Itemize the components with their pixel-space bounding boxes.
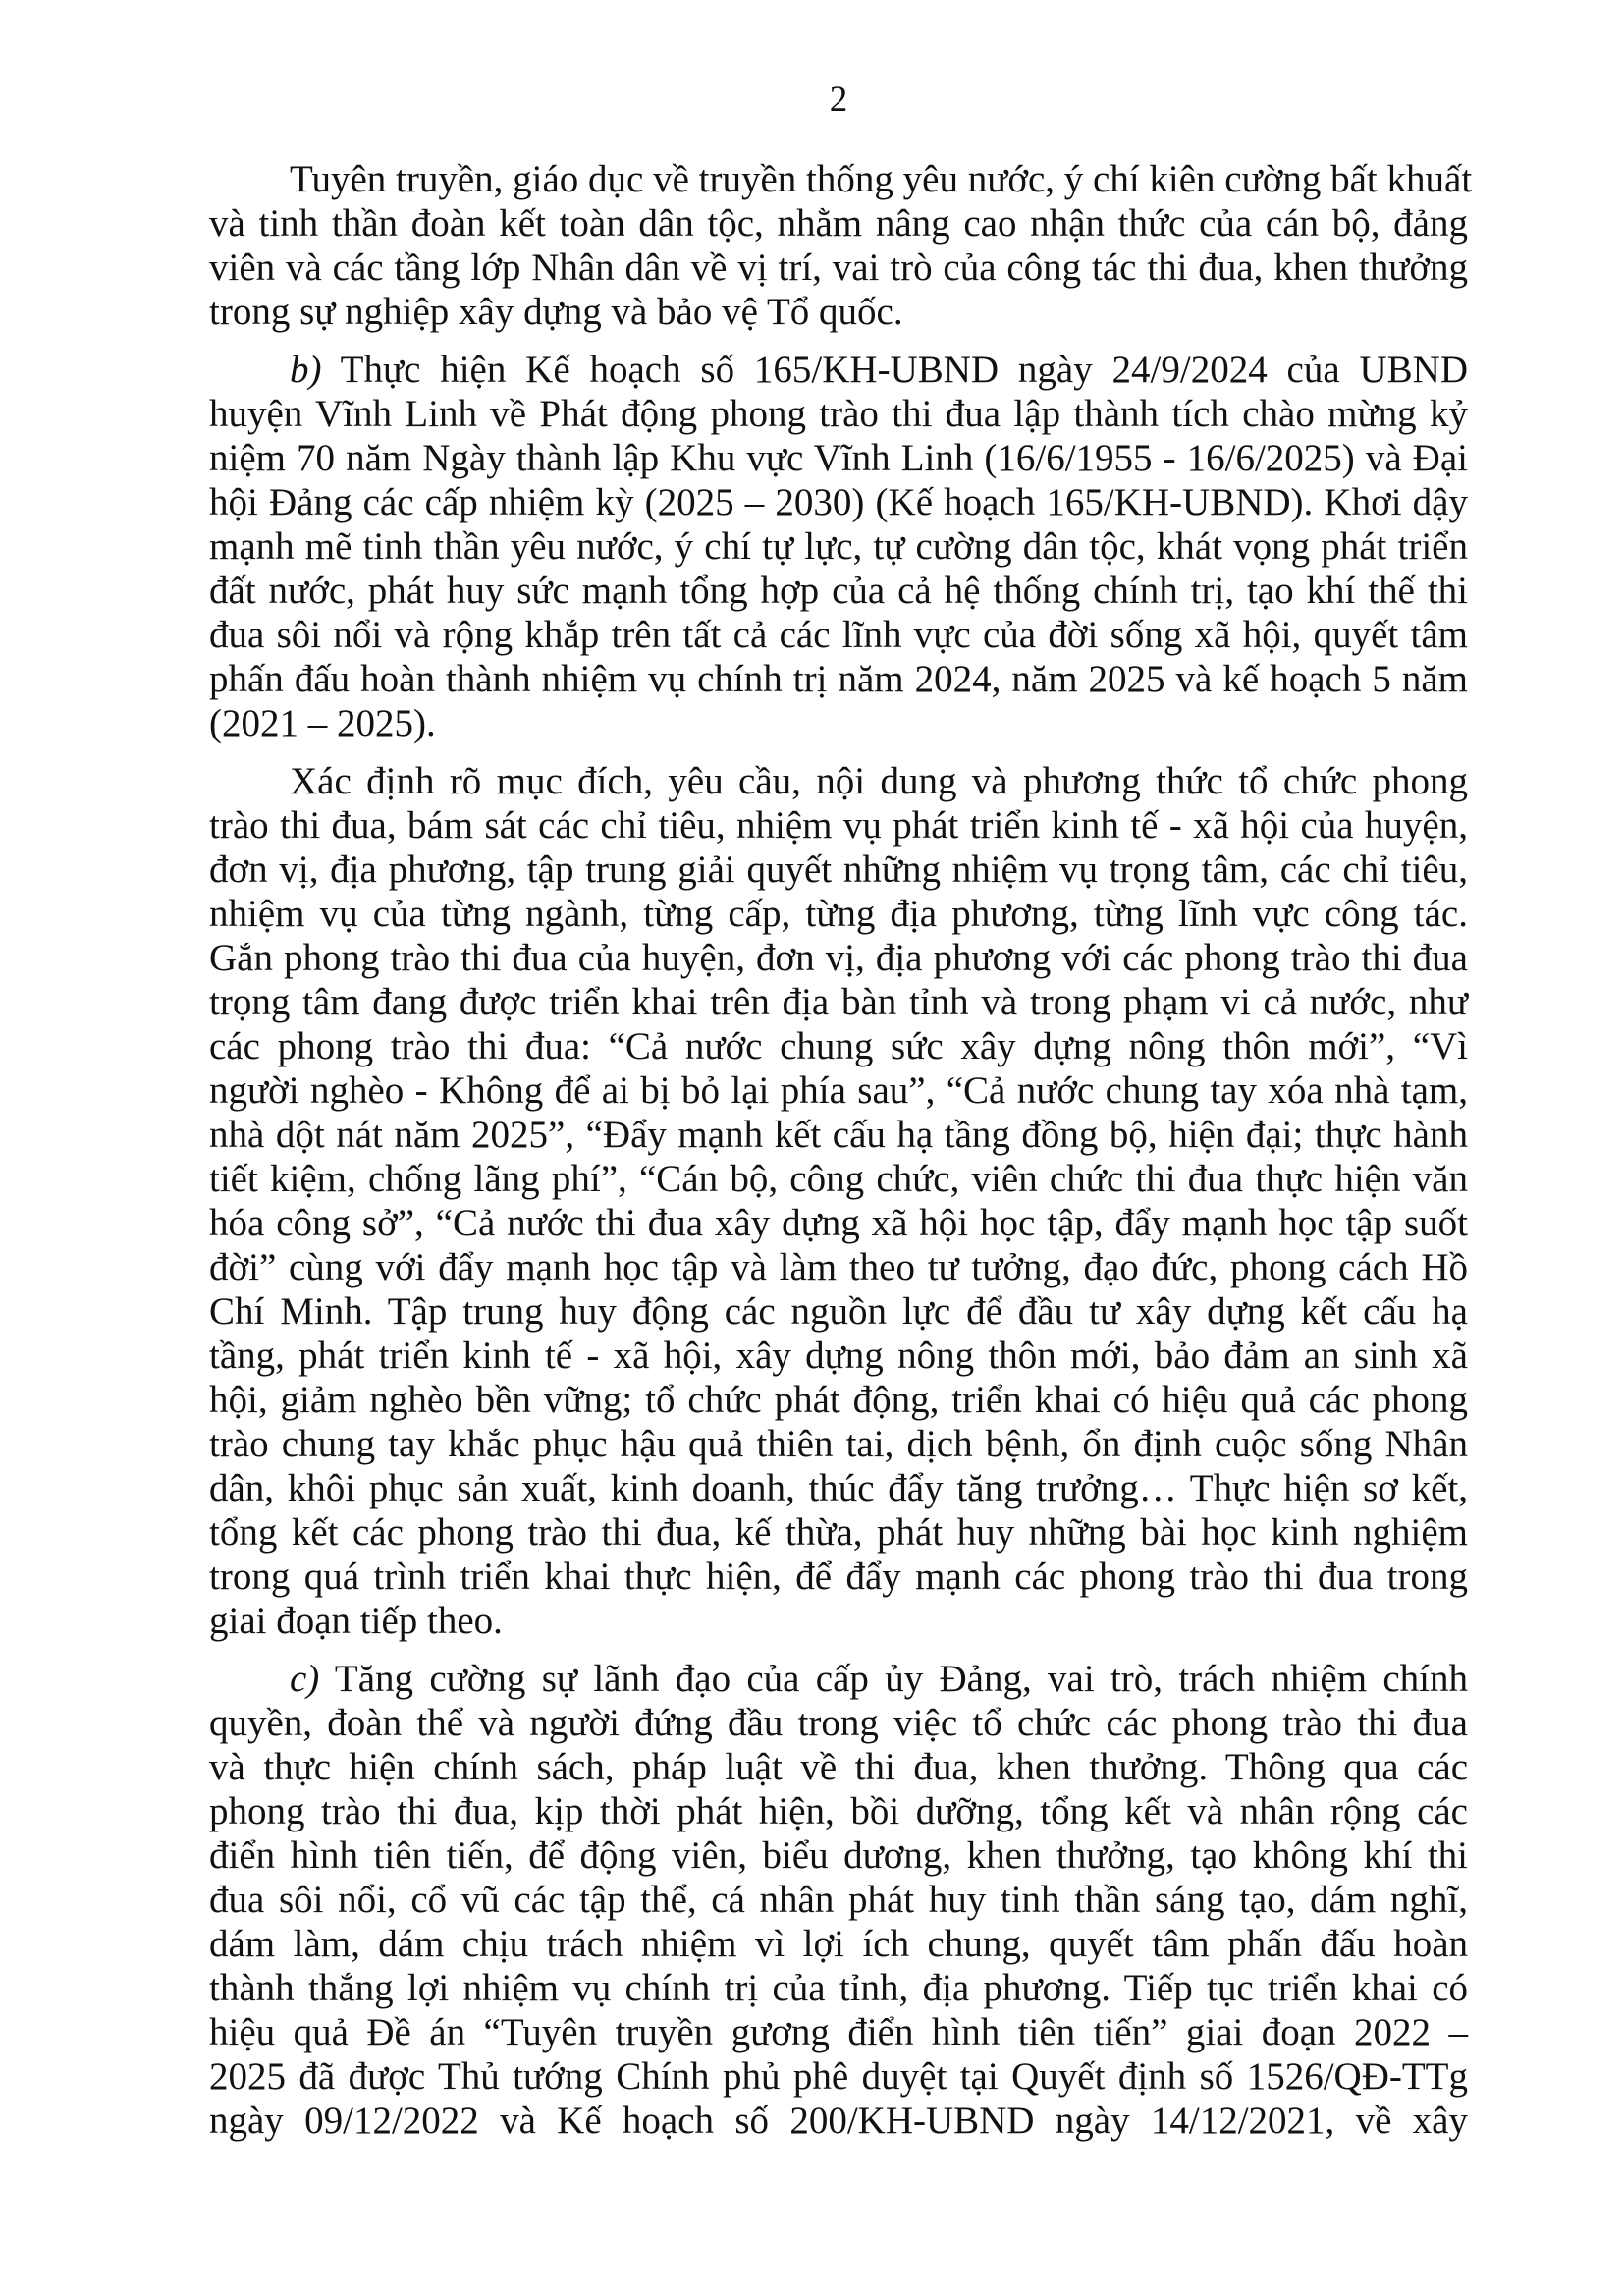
text-line-content: ngày 09/12/2022 và Kế hoạch số 200/KH-UBND ngày 14/12/2021, về xây	[209, 2100, 1468, 2142]
text-line-content: Xác định rõ mục đích, yêu cầu, nội dung và phương thức tổ chức phong	[290, 760, 1468, 802]
text-line	[209, 201, 1468, 246]
text-line	[209, 759, 1468, 803]
text-line	[209, 1113, 1468, 1157]
text-line-content: hội Đảng các cấp nhiệm kỳ (2025 – 2030) (Kế hoạch 165/KH-UBND). Khơi dậy	[209, 481, 1468, 523]
text-line	[209, 1024, 1468, 1068]
text-line	[209, 613, 1468, 657]
text-line-content: dân, khôi phục sản xuất, kinh doanh, thúc đẩy tăng trưởng… Thực hiện sơ kết,	[209, 1467, 1468, 1509]
text-line-content: trong quá trình triển khai thực hiện, để đẩy mạnh các phong trào thi đua trong	[209, 1556, 1468, 1598]
document-body	[209, 157, 1473, 2157]
text-line-content: và thực hiện chính sách, pháp luật về thi đua, khen thưởng. Thông qua các	[209, 1746, 1468, 1788]
text-line-content: tầng, phát triển kinh tế - xã hội, xây dựng nông thôn mới, bảo đảm an sinh xã	[209, 1335, 1468, 1377]
text-line	[209, 2010, 1468, 2054]
text-line-content: các phong trào thi đua: “Cả nước chung sức xây dựng nông thôn mới”, “Vì	[209, 1025, 1468, 1067]
text-line	[209, 1510, 1468, 1555]
text-line-content: đua sôi nổi và rộng khắp trên tất cả các lĩnh vực của đời sống xã hội, quyết tâm	[209, 614, 1468, 656]
text-line-content: giai đoạn tiếp theo.	[209, 1600, 503, 1642]
text-line-content: đời” cùng với đẩy mạnh học tập và làm theo tư tưởng, đạo đức, phong cách Hồ	[209, 1246, 1468, 1288]
text-line	[209, 657, 1468, 701]
text-line-content: Gắn phong trào thi đua của huyện, đơn vị, địa phương với các phong trào thi đua	[209, 937, 1468, 979]
paragraph	[209, 348, 1468, 745]
text-line-content: mạnh mẽ tinh thần yêu nước, ý chí tự lực, tự cường dân tộc, khát vọng phát triển	[209, 525, 1468, 568]
text-line-content: đơn vị, địa phương, tập trung giải quyết những nhiệm vụ trọng tâm, các chỉ tiêu,	[209, 848, 1468, 891]
text-line-content: Tăng cường sự lãnh đạo của cấp ủy Đảng, vai trò, trách nhiệm chính	[319, 1658, 1468, 1700]
text-line-content: dám làm, dám chịu trách nhiệm vì lợi ích chung, quyết tâm phấn đấu hoàn	[209, 1923, 1468, 1965]
text-line	[209, 1701, 1468, 1745]
text-line	[209, 290, 1468, 334]
text-line	[209, 1833, 1468, 1878]
text-line	[209, 701, 1468, 745]
text-line-content: trào thi đua, bám sát các chỉ tiêu, nhiệm vụ phát triển kinh tế - xã hội của huyện,	[209, 804, 1468, 847]
text-line	[209, 1201, 1468, 1245]
text-line	[209, 1922, 1468, 1966]
text-line	[209, 1157, 1468, 1201]
text-line-content: Thực hiện Kế hoạch số 165/KH-UBND ngày 24/9/2024 của UBND	[321, 349, 1468, 391]
text-line-content: huyện Vĩnh Linh về Phát động phong trào thi đua lập thành tích chào mừng kỷ	[209, 393, 1468, 435]
text-line	[209, 1245, 1468, 1289]
text-line	[209, 892, 1468, 936]
text-line	[209, 246, 1468, 290]
text-line-content: viên và các tầng lớp Nhân dân về vị trí, vai trò của công tác thi đua, khen thưởng	[209, 246, 1468, 289]
text-line-content: tiết kiệm, chống lãng phí”, “Cán bộ, công chức, viên chức thi đua thực hiện văn	[209, 1158, 1468, 1200]
text-line-content: điển hình tiên tiến, để động viên, biểu dương, khen thưởng, tạo không khí thi	[209, 1834, 1468, 1877]
text-line	[209, 1289, 1468, 1334]
text-line-content: 2025 đã được Thủ tướng Chính phủ phê duyệt tại Quyết định số 1526/QĐ-TTg	[209, 2055, 1468, 2098]
paragraph-label: b)	[290, 349, 322, 391]
text-line-content: thành thắng lợi nhiệm vụ chính trị của tỉnh, địa phương. Tiếp tục triển khai có	[209, 1967, 1468, 2009]
text-line	[209, 157, 1473, 201]
text-line-content: phấn đấu hoàn thành nhiệm vụ chính trị năm 2024, năm 2025 và kế hoạch 5 năm	[209, 658, 1468, 700]
paragraph	[209, 157, 1473, 334]
text-line-content: (2021 – 2025).	[209, 702, 436, 744]
text-line	[209, 480, 1468, 524]
text-line-content: trọng tâm đang được triển khai trên địa bàn tỉnh và trong phạm vi cả nước, như	[209, 981, 1468, 1023]
text-line	[209, 1555, 1468, 1599]
text-line-content: Tuyên truyền, giáo dục về truyền thống yêu nước, ý chí kiên cường bất khuất	[290, 158, 1473, 200]
text-line-content: hội, giảm nghèo bền vững; tổ chức phát động, triển khai có hiệu quả các phong	[209, 1379, 1468, 1421]
text-line	[209, 803, 1468, 847]
text-line-content: người nghèo - Không để ai bị bỏ lại phía sau”, “Cả nước chung tay xóa nhà tạm,	[209, 1069, 1468, 1112]
text-line	[209, 1878, 1468, 1922]
text-line-content: tổng kết các phong trào thi đua, kế thừa, phát huy những bài học kinh nghiệm	[209, 1511, 1468, 1554]
page-number: 2	[829, 80, 848, 120]
text-line	[209, 980, 1468, 1024]
paragraph-label: c)	[290, 1658, 320, 1700]
text-line-content: trong sự nghiệp xây dựng và bảo vệ Tổ quốc.	[209, 291, 903, 333]
text-line	[209, 1422, 1468, 1466]
text-line	[209, 2054, 1468, 2099]
text-line	[209, 1966, 1468, 2010]
text-line-content: đất nước, phát huy sức mạnh tổng hợp của cả hệ thống chính trị, tạo khí thế thi	[209, 570, 1468, 612]
text-line	[209, 348, 1468, 392]
text-line-content: nhà dột nát năm 2025”, “Đẩy mạnh kết cấu hạ tầng đồng bộ, hiện đại; thực hành	[209, 1114, 1468, 1156]
text-line	[209, 1745, 1468, 1789]
text-line	[209, 1599, 1468, 1643]
text-line	[209, 1466, 1468, 1510]
text-line	[209, 569, 1468, 613]
text-line-content: đua sôi nổi, cổ vũ các tập thể, cá nhân phát huy tinh thần sáng tạo, dám nghĩ,	[209, 1879, 1468, 1921]
text-line	[209, 1378, 1468, 1422]
text-line-content: nhiệm vụ của từng ngành, từng cấp, từng địa phương, từng lĩnh vực công tác.	[209, 893, 1468, 935]
text-line	[209, 1789, 1468, 1833]
text-line	[209, 524, 1468, 569]
text-line	[209, 392, 1468, 436]
text-line	[209, 1657, 1468, 1701]
paragraph	[209, 1657, 1468, 2143]
text-line	[209, 847, 1468, 892]
text-line	[209, 2099, 1468, 2143]
text-line-content: hiệu quả Đề án “Tuyên truyền gương điển hình tiên tiến” giai đoạn 2022 –	[209, 2011, 1468, 2053]
text-line	[209, 1068, 1468, 1113]
text-line-content: niệm 70 năm Ngày thành lập Khu vực Vĩnh Linh (16/6/1955 - 16/6/2025) và Đại	[209, 437, 1468, 479]
text-line-content: hóa công sở”, “Cả nước thi đua xây dựng xã hội học tập, đẩy mạnh học tập suốt	[209, 1202, 1468, 1244]
text-line-content: trào chung tay khắc phục hậu quả thiên tai, dịch bệnh, ổn định cuộc sống Nhân	[209, 1423, 1468, 1465]
text-line	[209, 936, 1468, 980]
text-line	[209, 436, 1468, 480]
text-line-content: và tinh thần đoàn kết toàn dân tộc, nhằm nâng cao nhận thức của cán bộ, đảng	[209, 202, 1468, 245]
paragraph	[209, 759, 1468, 1643]
text-line-content: phong trào thi đua, kịp thời phát hiện, bồi dưỡng, tổng kết và nhân rộng các	[209, 1790, 1468, 1832]
text-line-content: quyền, đoàn thể và người đứng đầu trong việc tổ chức các phong trào thi đua	[209, 1702, 1468, 1744]
text-line	[209, 1334, 1468, 1378]
text-line-content: Chí Minh. Tập trung huy động các nguồn lực để đầu tư xây dựng kết cấu hạ	[209, 1290, 1468, 1333]
